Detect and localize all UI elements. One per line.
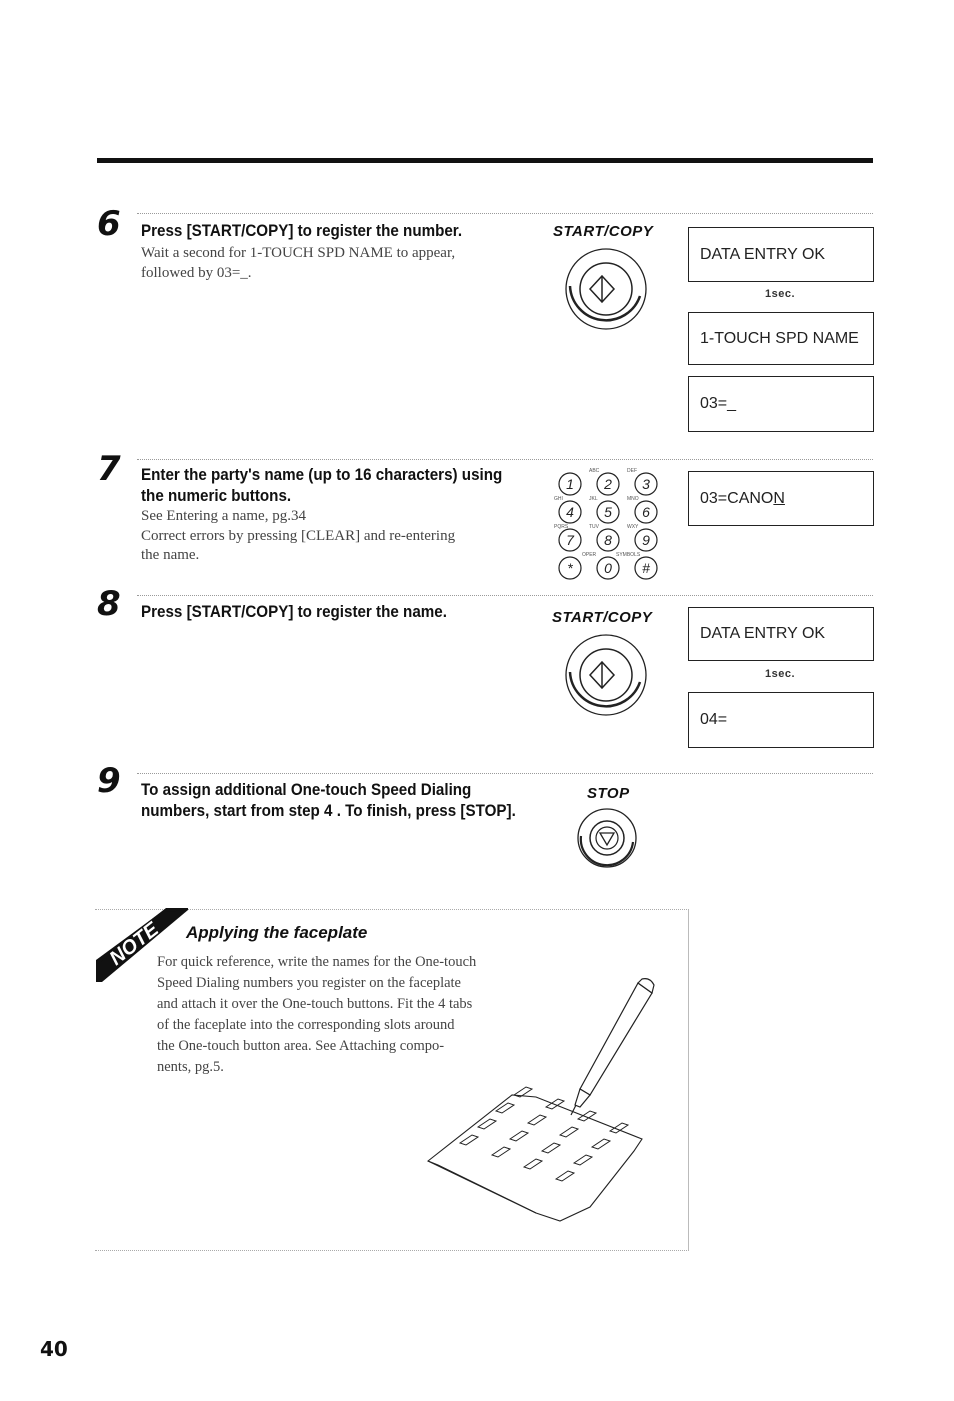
step-number: 7: [97, 449, 121, 489]
step-divider: [137, 459, 873, 460]
body-line: followed by 03=_.: [141, 264, 252, 281]
title-line: numbers, start from step 4 . To finish, press [STOP].: [141, 802, 516, 820]
step-body: [141, 507, 455, 566]
lcd-text: 04=: [700, 711, 728, 728]
title-line: the numeric buttons.: [141, 487, 292, 505]
lcd-display: [688, 312, 874, 365]
faceplate-illustration: [420, 975, 660, 1230]
step-divider: [137, 213, 873, 214]
lcd-text: 03=CANO: [700, 489, 774, 507]
title-line: Enter the party's name (up to 16 characters) using: [141, 466, 503, 484]
keypad-letters: ABC: [589, 468, 600, 474]
title-line: To assign additional One-touch Speed Dialing: [141, 781, 472, 799]
lcd-display: [688, 607, 874, 661]
faceplate-sheet-icon: [428, 1095, 642, 1221]
lcd-display: [688, 471, 874, 526]
stop-label: STOP: [587, 785, 630, 802]
faceplate-slot: [542, 1143, 560, 1153]
keypad-letters: OPER: [582, 552, 597, 558]
one-second-label: 1sec.: [764, 288, 796, 300]
keypad-key-label: 8: [604, 532, 612, 548]
body-line: See Entering a name, pg.34: [141, 508, 306, 524]
keypad-letters: JKL: [589, 496, 598, 502]
faceplate-slot: [460, 1135, 478, 1145]
lcd-text: 03=_: [700, 395, 737, 412]
step-divider: [137, 773, 873, 774]
numeric-keypad-icon: [552, 468, 664, 584]
step-title: Press [START/COPY] to register the number.: [141, 222, 463, 240]
keypad-letters: MNO: [627, 496, 639, 502]
body-line: For quick reference, write the names for the One-touch: [157, 954, 477, 970]
one-second-label: 1sec.: [764, 668, 796, 680]
keypad-letters: GHI: [554, 496, 563, 502]
step-number: 9: [97, 761, 121, 801]
lcd-display: [688, 227, 874, 282]
body-line: of the faceplate into the corresponding slots around: [157, 1017, 455, 1033]
step-number: 6: [97, 204, 121, 244]
body-line: the One-touch button area. See Attaching compo-: [157, 1038, 445, 1054]
lcd-text: DATA ENTRY OK: [700, 245, 826, 263]
step-title: [141, 465, 502, 507]
keypad-letters: DEF: [627, 468, 637, 474]
keypad-key-label: 2: [604, 476, 612, 492]
body-line: nents, pg.5.: [157, 1059, 224, 1075]
start-copy-button-icon: [560, 632, 652, 718]
keypad-letters: PQRS: [554, 524, 569, 530]
body-line: the name.: [141, 547, 200, 563]
page-number: 40: [40, 1337, 68, 1361]
faceplate-slot: [492, 1147, 510, 1157]
faceplate-slot: [496, 1103, 514, 1113]
keypad-key-label: 1: [566, 476, 574, 492]
keypad-key-label: 7: [566, 532, 574, 548]
step-title: [141, 780, 516, 822]
body-line: and attach it over the One-touch buttons. Fit the 4 tabs: [157, 996, 473, 1012]
faceplate-slot: [514, 1087, 532, 1097]
step-divider: [137, 595, 873, 596]
body-line: Correct errors by pressing [CLEAR] and re-entering: [141, 527, 456, 544]
note-badge-text: NOTE: [105, 918, 163, 970]
lcd-text: DATA ENTRY OK: [700, 625, 826, 642]
lcd-display: [688, 376, 874, 432]
header-rule: [97, 158, 873, 163]
step-title: Press [START/COPY] to register the name.: [141, 603, 447, 621]
start-copy-button-icon: [560, 246, 652, 332]
step-body: [141, 244, 455, 283]
faceplate-slot: [574, 1155, 592, 1165]
faceplate-slot: [556, 1171, 574, 1181]
faceplate-slot: [510, 1131, 528, 1141]
body-line: Speed Dialing numbers you register on the faceplate: [157, 975, 461, 991]
faceplate-slot: [610, 1123, 628, 1133]
lcd-cursor: N: [773, 489, 785, 507]
note-title: Applying the faceplate: [186, 923, 368, 942]
keypad-key-label: *: [567, 560, 573, 576]
start-copy-label: START/COPY: [552, 609, 653, 626]
start-copy-label: START/COPY: [553, 223, 654, 240]
keypad-key-label: 9: [642, 532, 650, 548]
stop-button-icon: [574, 806, 640, 872]
keypad-key-label: 0: [604, 560, 612, 576]
lcd-text: 1-TOUCH SPD NAME: [700, 329, 859, 347]
faceplate-slot: [528, 1115, 546, 1125]
keypad-key-label: 6: [642, 504, 650, 520]
faceplate-slots-icon: [460, 1087, 628, 1181]
keypad-letters: SYMBOLS: [616, 552, 641, 558]
faceplate-slot: [524, 1159, 542, 1169]
keypad-key-label: 3: [642, 476, 650, 492]
lcd-display: [688, 692, 874, 748]
keypad-key-label: #: [642, 560, 650, 576]
body-line: Wait a second for 1-TOUCH SPD NAME to appear,: [141, 245, 456, 261]
faceplate-slot: [478, 1119, 496, 1129]
keypad-letters: WXY: [627, 524, 639, 530]
keypad-letters: TUV: [589, 524, 599, 530]
step-number: 8: [97, 584, 121, 624]
pen-icon: [571, 979, 654, 1115]
keypad-key-label: 5: [604, 504, 612, 520]
faceplate-slot: [560, 1127, 578, 1137]
keypad-key-label: 4: [566, 504, 574, 520]
faceplate-slot: [592, 1139, 610, 1149]
